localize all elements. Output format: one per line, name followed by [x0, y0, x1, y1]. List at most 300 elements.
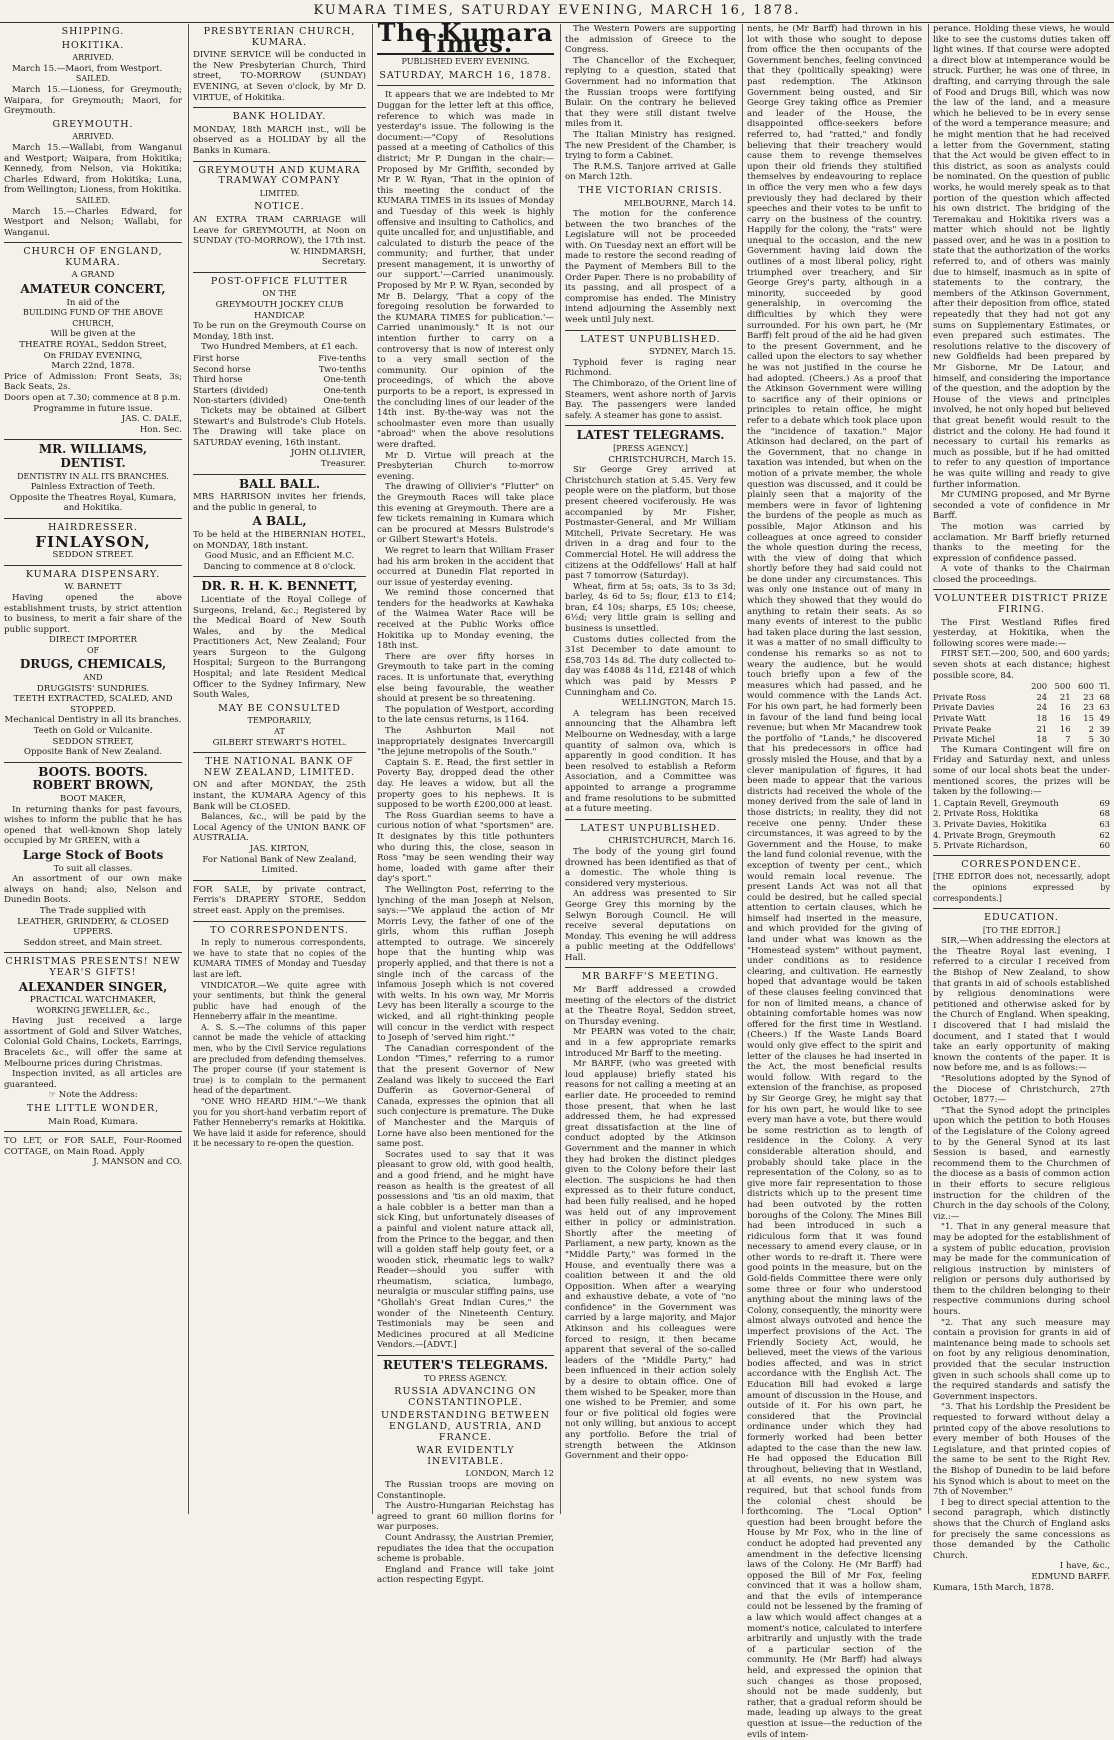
- news-paragraph: Socrates used to say that it was pleasant to grow old, with good health, and a good friend, and he might have reason as health is the greatest of all possessions and 'tis an old maxim, that a hale cobbler is a better man than a sick King, but unfortunately diseases of a painful and violent nature attack all, from the Prince to the beggar, and then will a golden staff help gouty feet, or a wooden stick, rheumatic legs to walk? Reader—should you suffer with rheumatism, sciatica, lumbago, neuralgia or muscular stiffing pains, use "Ghollah's Great Indian Cures," the wonder of the Nineteenth Century. Testimonials may be seen and Medicines procured at all Medicine Vendors.—[ADVT.]: [377, 1149, 554, 1351]
- table-row: [933, 819, 1110, 830]
- ad-body: To be run on the Greymouth Course on Monday, 18th inst.: [193, 321, 366, 342]
- issue-date: SATURDAY, MARCH 16, 1878.: [379, 69, 552, 81]
- flutter-ad: [193, 277, 366, 470]
- table-row: [193, 395, 366, 406]
- shipping-title: SHIPPING.: [61, 26, 125, 37]
- to-let-ad: [4, 1136, 182, 1168]
- ad-line: GILBERT STEWART'S HOTEL.: [212, 737, 347, 748]
- ad-line: Two Hundred Members, at £1 each.: [200, 342, 359, 353]
- divider: [377, 1355, 554, 1356]
- ad-body: DIVINE SERVICE will be conducted in the New Presbyterian Church, Third street, TO-MORROW (SUNDAY) EVENING, at Seven o'clock, by Mr D. VIRTUE, of Hokitika.: [193, 50, 366, 103]
- ad-line: To suit all classes.: [53, 863, 133, 874]
- ad-line: THEATRE ROYAL, Seddon Street,: [19, 340, 167, 351]
- report-paragraph: FIRST SET.—200, 500, and 600 yards; seven shots at each distance; highest possible score, 84.: [933, 649, 1110, 681]
- ad-line: An assortment of our own make always on hand; also, Nelson and Dunedin Boots.: [4, 874, 182, 906]
- news-paragraph: The population of Westport, according to the late census returns, is 1164.: [377, 704, 554, 726]
- ad-line: LIMITED.: [259, 188, 300, 198]
- divider: [933, 589, 1110, 590]
- ad-line: PRACTICAL WATCHMAKER,: [29, 995, 157, 1006]
- ad-line: Price of Admission: Front Seats, 3s; Back Seats, 2s.: [4, 371, 182, 393]
- table-cell: 63: [1099, 702, 1110, 713]
- letter-closing: I have, &c.,: [1059, 1561, 1110, 1572]
- ad-body: Licentiate of the Royal College of Surgeons, Ireland, &c.; Registered by the Medical Board of New South Wales, and by the Medical Practitioners Act, New Zealand; Four years Surgeon to the Gulgong Hospital; Surgeon to the Burrangong Hospital; and late Resident Medical Officer to the Sydney Infirmary, New South Wales,: [193, 594, 366, 701]
- for-sale-ad: [193, 885, 366, 917]
- signature-title: Treasurer.: [320, 458, 366, 469]
- telegram-paragraph: The motion for the conference between the two branches of the Legislature will not be proceeded with. On Tuesday next an effort will be made to restore the second reading of the Payment of Members Bill to the Order Paper. There is no probability of its passing, and all prospect of a compromise has ended. The Ministry intend adjourning the Assembly next week until July next.: [565, 209, 736, 326]
- boots-title: BOOTS. BOOTS.: [38, 764, 148, 779]
- ad-line: Will be given at the: [50, 329, 136, 340]
- signature-title: For National Bank of New Zealand, Limited.: [202, 854, 357, 876]
- ad-line: Main Road, Kumara.: [48, 1116, 138, 1127]
- presbyterian-ad: [193, 27, 366, 103]
- sailed-label: SAILED.: [75, 74, 111, 84]
- paragraph: VINDICATOR.—We quite agree with your sentiments, but think the general public have had enough of the Henneberry affair in the meantime.: [193, 980, 366, 1022]
- church-title: CHURCH OF ENGLAND, KUMARA.: [23, 246, 163, 268]
- ad-body: Balances, &c., will be paid by the Local Agency of the UNION BANK OF AUSTRALIA.: [193, 812, 366, 844]
- sailing-entry: March 15.—Lioness, for Greymouth; Waipara, for Greymouth; Maori, for Greymouth.: [4, 84, 182, 117]
- boots-large-stock: Large Stock of Boots: [22, 847, 164, 862]
- ad-line: SEDDON STREET.: [52, 550, 134, 561]
- section-heading: VOLUNTEER DISTRICT PRIZE FIRING.: [934, 593, 1109, 616]
- ad-body: TO LET, or FOR SALE, Four-Roomed COTTAGE, on Main Road. Apply: [4, 1136, 182, 1157]
- table-row: [933, 692, 1110, 703]
- section-heading: THE VICTORIAN CRISIS.: [578, 184, 723, 196]
- ad-line: TEMPORARILY,: [247, 716, 312, 726]
- ball-ad: [193, 476, 366, 573]
- telegram-paragraph: The Chimborazo, of the Orient line of Steamers, went ashore north of Jarvis Bay. The passengers were landed safely. A steamer has gone to assist.: [565, 379, 736, 421]
- ad-body: MRS HARRISON invites her friends, and the public in general, to: [193, 492, 366, 513]
- table-cell: 7: [1065, 734, 1071, 745]
- correspondents-section: [193, 926, 366, 1150]
- telegram-headline: UNDERSTANDING BETWEEN ENGLAND, AUSTRIA, AND FRANCE.: [380, 1410, 550, 1443]
- table-cell: 16: [1059, 702, 1071, 713]
- newspaper-title: The Kumara Times.: [377, 18, 554, 58]
- ad-line: Painless Extraction of Teeth.: [30, 482, 156, 493]
- masthead: KUMARA TIMES, SATURDAY EVENING, MARCH 16, 1878.: [0, 0, 1114, 23]
- telegram-paragraph: Wheat, firm at 5s; oats, 3s to 3s 3d; barley, 4s 6d to 5s; flour, £13 to £14; bran, £4 10s; sharps, £5 10s; cheese, 6½d; very little grain is selling and business is unsettled.: [565, 581, 736, 635]
- news-paragraph: The drawing of Ollivier's "Flutter" on the Greymouth Races will take place this evening at Greymouth. There are a few tickets remaining in Kumara which can be procured at Messrs Bulstrode's or Gilbert Stewart's Hotels.: [377, 482, 554, 546]
- prize-share: One-tenth: [323, 395, 366, 406]
- ad-line: Seddon street, and Main street.: [23, 937, 163, 948]
- dentist-ad: [4, 444, 182, 514]
- column-5: [742, 24, 926, 1740]
- table-cell: 62: [1099, 829, 1110, 840]
- divider: [193, 576, 366, 577]
- dentist-title: DENTIST.: [60, 455, 126, 470]
- table-cell: 23: [1083, 702, 1094, 713]
- telegram-paragraph: The body of the young girl found drowned has been identified as that of a domestic. The whole thing is considered very mysterious.: [565, 846, 736, 889]
- dateline: CHRISTCHURCH, March 16.: [608, 836, 736, 847]
- table-cell: 16: [1059, 713, 1071, 723]
- table-header-cell: 500: [1054, 681, 1071, 692]
- table-row: [193, 385, 366, 396]
- ad-line: Mechanical Dentistry in all its branches. Teeth on Gold or Vulcanite.: [4, 715, 182, 737]
- letter-paragraph: "3. That his Lordship the President be requested to forward without delay a printed copy of the above resolutions to every member of both Houses of the Legislature, and that printed copies of the same to be sent to the Right Rev. the Bishop of Dunedin to be laid before his Synod which is about to meet on the 7th of November.": [933, 1402, 1110, 1498]
- table-cell: 2: [1088, 723, 1094, 734]
- table-cell: 24: [1036, 702, 1048, 713]
- telegram-paragraph: Typhoid fever is raging near Richmond.: [565, 357, 736, 379]
- telegram-paragraph: An address was presented to Sir George Grey this morning by the Selwyn Borough Council. He will receive several deputations on Monday. This evening he will address a public meeting at the Oddfellows' Hall.: [565, 889, 736, 963]
- report-paragraph: Mr BARFF, (who was greeted with loud applause) briefly stated his reasons for not calling a meeting at an earlier date. He proceeded to remind those present, that when he last addressed them, he had expressed great dissatisfaction at the line of conduct adopted by the Atkinson Government and the manner in which they had broken the distinct pledges given to the Colony before their last election. The suspicions he had then expressed as to their future conduct, had been fully realised, and he hoped was held out of any improvement either in policy or administration. Shortly after the meeting of Parliament, a new party, known as the "Middle Party," was formed in the House, and eventually there was a coalition between it and the old Opposition. When after a wearying and exhaustive debate, a vote of "no confidence" in the Government was carried by a large majority, and Major Atkinson and his colleagues were forced to resign, it then became apparent that several of the so-called leaders of the "Middle Party," had been influenced in their action solely by a desire to obtain office. One of them wished to be Speaker, more than one wished to be Premier, and some four or five political old fogies were not only willing, but anxious to accept any portfolio. Before the trial of strength between the Atkinson Government and their oppo-: [565, 1059, 736, 1462]
- table-cell: 2. Private Ross, Hokitika: [933, 808, 1039, 819]
- table-header-cell: 200: [1031, 681, 1048, 692]
- prize-label: Third horse: [193, 374, 243, 385]
- ad-body: ON and after MONDAY, the 25th instant, the KUMARA Agency of this Bank will be CLOSED.: [193, 780, 366, 812]
- divider: [4, 565, 182, 566]
- telegram-headline: RUSSIA ADVANCING ON CONSTANTINOPLE.: [394, 1386, 537, 1408]
- dateline: CHRISTCHURCH, March 15.: [608, 454, 736, 465]
- agency-note: TO PRESS AGENCY.: [424, 1373, 507, 1383]
- table-header-cell: Tl.: [1099, 681, 1110, 692]
- signature-title: Hon. Sec.: [139, 424, 182, 435]
- ad-body: Tickets may be obtained at Gilbert Stewart's and Bulstrode's Club Hotels. The Drawing will take place on SATURDAY evening, 16th instant.: [193, 406, 366, 448]
- ad-body: In returning thanks for past favours, wishes to inform the public that he has opened that well-known Shop lately occupied by Mr GREEN, with a: [4, 804, 182, 847]
- table-cell: 23: [1083, 691, 1094, 702]
- hairdresser-name: FINLAYSON,: [35, 532, 151, 551]
- divider: [193, 272, 366, 273]
- telegram-paragraph: Customs duties collected from the 31st December to date amount to £58,703 14s 8d. The duty collected to-day was £4088 4s 11d, £2148 of which which was paid by Messrs P Cunningham and Co.: [565, 634, 736, 698]
- national-bank-ad: [193, 757, 366, 876]
- ad-line: BOOT MAKER,: [60, 794, 126, 804]
- table-cell: 5: [1088, 734, 1094, 745]
- news-paragraph: Captain S. E. Read, the first settler in Poverty Bay, dropped dead the other day. He leaves a widow, but all the property goes to his nephews. It is supposed to be worth £200,000 at least.: [377, 757, 554, 811]
- table-row: [193, 374, 366, 385]
- column-1: [0, 24, 186, 1514]
- table-cell: Private Davies: [933, 702, 995, 713]
- presbyterian-title: PRESBYTERIAN CHURCH, KUMARA.: [203, 26, 356, 48]
- ad-body: MONDAY, 18th MARCH inst., will be observed as a HOLIDAY by all the Banks in Kumara.: [193, 124, 366, 156]
- table-row: [933, 734, 1110, 745]
- table-row: [933, 724, 1110, 735]
- letter-paragraph: I beg to direct special attention to the second paragraph, which distinctly shows that the Church of England asks for precisely the same concessions as those demanded by the Catholic Church.: [933, 1497, 1110, 1561]
- table-cell: 63: [1099, 818, 1110, 829]
- divider: [193, 161, 366, 162]
- watchmaker-name: ALEXANDER SINGER,: [18, 979, 168, 994]
- table-cell: 69: [1099, 797, 1110, 808]
- column-3: [372, 18, 558, 1586]
- table-cell: 60: [1099, 840, 1110, 851]
- report-paragraph: The First Westland Rifles fired yesterday, at Hokitika, when the following scores were made:—: [933, 617, 1110, 649]
- table-cell: 68: [1099, 808, 1110, 819]
- ad-line: Good Music, and an Efficient M.C.: [204, 551, 355, 562]
- report-paragraph: Mr PEARN was voted to the chair, and in a few appropriate remarks introduced Mr Barff to the meeting.: [565, 1027, 736, 1059]
- letter-addressee: [TO THE EDITOR.]: [982, 925, 1061, 935]
- divider: [565, 425, 736, 426]
- divider: [565, 819, 736, 820]
- dispensary-ad: [4, 570, 182, 758]
- paragraph: "ONE WHO HEARD HIM."—We thank you for you short-hand verbatim report of Father Henneberry's remarks at Hokitika. We have laid it aside for reference, should it be necessary to re-open the question.: [193, 1097, 366, 1149]
- table-row: [933, 808, 1110, 819]
- dispensary-title: KUMARA DISPENSARY.: [25, 568, 161, 580]
- section-heading: LATEST UNPUBLISHED.: [580, 822, 721, 834]
- report-paragraph: The motion was carried by acclamation. Mr Barff briefly returned thanks to the meeting for the expression of confidence passed.: [933, 521, 1110, 564]
- divider: [4, 518, 182, 519]
- prize-table: [193, 353, 366, 406]
- ad-body: Having opened the above establishment trusts, by strict attention to business, to merit a fair share of the public support.: [4, 592, 182, 635]
- dispensary-owner: W. BARNETT: [64, 582, 122, 593]
- report-paragraph: Mr Barff addressed a crowded meeting of the electors of the district at the Theatre Royal, Seddon street, on Thursday evening.: [565, 985, 736, 1027]
- telegram-paragraph: Count Andrassy, the Austrian Premier, repudiates the idea that the occupation scheme is probable.: [377, 1532, 554, 1565]
- dateline: LONDON, March 12: [465, 1469, 554, 1480]
- ad-line: Programme in future issue.: [33, 403, 153, 414]
- ad-line: On FRIDAY EVENING,: [43, 350, 143, 361]
- news-paragraph: The Ashburton Mail not inappropriately designates Invercargill "the jejune metropolis of the South.": [377, 726, 554, 758]
- watchmaker-ad: [4, 957, 182, 1127]
- signature: W. HINDMARSH,: [290, 246, 366, 257]
- divider: [4, 762, 182, 763]
- ad-body: To be held at the HIBERNIAN HOTEL, on MONDAY, 18th instant.: [193, 529, 366, 551]
- ad-line: Dancing to commence at 8 o'clock.: [203, 561, 356, 572]
- ad-line: BUILDING FUND OF THE ABOVE CHURCH,: [22, 308, 164, 328]
- table-cell: 24: [1036, 691, 1048, 702]
- table-cell: 49: [1099, 713, 1110, 723]
- ad-line: AT: [274, 727, 285, 737]
- ad-line: MAY BE CONSULTED: [218, 702, 341, 714]
- table-header-cell: [933, 681, 1024, 692]
- dateline: SYDNEY, March 15.: [648, 347, 736, 358]
- ad-line: WORKING JEWELLER, &c.,: [36, 1005, 150, 1015]
- prize-label: Starters (divided): [193, 384, 269, 395]
- telegram-paragraph: The Western Powers are supporting the admission of Greece to the Congress.: [565, 24, 736, 56]
- tramway-title: GREYMOUTH AND KUMARA TRAMWAY COMPANY: [198, 164, 361, 187]
- table-cell: 15: [1083, 713, 1094, 723]
- column-4: [560, 24, 740, 1514]
- ball-title: BALL BALL.: [238, 476, 320, 491]
- section-heading: MR BARFF'S MEETING.: [581, 971, 720, 983]
- greymouth-heading: GREYMOUTH.: [52, 118, 134, 130]
- news-paragraph: There are over fifty horses in Greymouth to take part in the coming races. It is unfortunate that, everything else being favourable, the weather should at present be so threatening.: [377, 651, 554, 705]
- table-cell: Private Watt: [933, 713, 986, 723]
- arrived-label: ARRIVED.: [72, 53, 114, 63]
- dentist-name: MR. WILLIAMS,: [38, 442, 148, 457]
- report-paragraph: Mr CUMING proposed, and Mr Byrne seconded a vote of confidence in Mr Barff.: [933, 490, 1110, 522]
- ball-heading: A BALL,: [252, 514, 307, 529]
- divider: [4, 242, 182, 243]
- ad-line: TEETH EXTRACTED, SCALED, AND STOPPED.: [13, 694, 173, 715]
- telegram-paragraph: England and France will take joint action respecting Egypt.: [377, 1564, 554, 1586]
- divider: [565, 330, 736, 331]
- bank-title: THE NATIONAL BANK OF NEW ZEALAND, LIMITED.: [203, 756, 356, 778]
- scores-table: [933, 681, 1110, 745]
- dateline: MELBOURNE, March 14.: [623, 198, 736, 209]
- hairdresser-ad: [4, 523, 182, 561]
- table-row: [933, 713, 1110, 724]
- shipping-section: [4, 27, 182, 238]
- ad-line: DENTISTRY IN ALL ITS BRANCHES.: [17, 471, 169, 481]
- ad-line: OF: [86, 645, 100, 655]
- ad-line: In aid of the: [66, 297, 120, 308]
- table-cell: 18: [1036, 713, 1048, 723]
- ad-line: DRUGGISTS' SUNDRIES.: [36, 683, 150, 694]
- signature: JOHN OLLIVIER,: [290, 448, 366, 459]
- divider: [4, 952, 182, 953]
- editor-disclaimer: [THE EDITOR does not, necessarily, adopt the opinions expressed by correspondents.]: [933, 872, 1110, 903]
- ad-line: The Trade supplied with: [39, 905, 147, 916]
- hairdresser-title: HAIRDRESSER.: [48, 521, 138, 533]
- bank-holiday-ad: [193, 112, 366, 156]
- address-note: Note the Address:: [58, 1090, 138, 1101]
- telegram-paragraph: The Italian Ministry has resigned. The new President of the Chamber, is trying to form a Cabinet.: [565, 129, 736, 162]
- prize-share: Five-tenths: [318, 353, 366, 364]
- drugs-heading: DRUGS, CHEMICALS,: [19, 657, 167, 672]
- ad-body: Having just received a large assortment of Gold and Silver Watches, Colonial Gold Chains, Lockets, Earrings, Bracelets &c., will offer the same at Melbourne prices during Christmas.: [4, 1016, 182, 1069]
- telegram-paragraph: A telegram has been received announcing that the Alhambra left Melbourne on Wednesday, with a large quantity of salmon ova, which is apparently in good condition. It has been resolved to establish a Reform Association, and a Committee was appointed to arrange a programme and frame resolutions to be submitted at a future meeting.: [565, 708, 736, 815]
- paragraph: In reply to numerous correspondents, we have to state that no copies of the KUMARA TIMES of Monday and Tuesday last are left.: [193, 938, 366, 979]
- ad-line: A GRAND: [71, 270, 115, 281]
- prize-label: Non-starters (divided): [193, 395, 288, 406]
- divider: [193, 474, 366, 475]
- report-paragraph: A vote of thanks to the Chairman closed the proceedings.: [933, 564, 1110, 585]
- table-row: [933, 840, 1110, 851]
- section-heading: LATEST UNPUBLISHED.: [580, 333, 721, 345]
- divider: [565, 967, 736, 968]
- letter-signature: EDMUND BARFF.: [1031, 1571, 1110, 1582]
- ad-line: Opposite the Theatres Royal, Kumara, and Hokitika.: [9, 492, 177, 514]
- publication-note: PUBLISHED EVERY EVENING.: [401, 57, 530, 67]
- telegram-paragraph: Sir George Grey arrived at Christchurch station at 5.45. Very few people were on the platform, but those present cheered vociferously. He was accompanied by Mr Fisher, Postmaster-General, and Mr William Mitchell, Private Secretary. He was driven in a drag and four to the Commercial Hotel. He will address the citizens at the Oddfellows' Hall at half past 7 tomorrow (Saturday).: [565, 465, 736, 582]
- church-concert-ad: [4, 247, 182, 435]
- table-row: [193, 364, 366, 375]
- table-row: [933, 702, 1110, 713]
- table-row: [933, 830, 1110, 841]
- table-cell: Private Peake: [933, 723, 992, 734]
- divider: [193, 880, 366, 881]
- ad-line: AND: [83, 673, 103, 683]
- ad-line: Doors open at 7.30; commence at 8 p.m.: [4, 393, 181, 403]
- divider: [4, 439, 182, 440]
- sailed-label: SAILED.: [75, 195, 111, 205]
- reuters-heading: REUTER'S TELEGRAMS.: [382, 1358, 549, 1373]
- divider: [4, 1131, 182, 1132]
- flutter-title: POST-OFFICE FLUTTER: [210, 275, 349, 287]
- agency-note: [PRESS AGENCY.]: [613, 443, 688, 453]
- ad-line: Opposite Bank of New Zealand.: [23, 747, 163, 758]
- letter-paragraph: "That the Synod adopt the principles upon which the petition to both Houses of the Legislature of the Colony agreed to by the General Synod at its last Session is based, and earnestly recommend them to the Churchmen of the diocese as a basis of common action in their efforts to secure religious instruction for the children of the Church in the day schools of the Colony, viz.:—: [933, 1105, 1110, 1222]
- telegram-paragraph: The Austro-Hungarian Reichstag has agreed to grant 60 million florins for war purposes.: [377, 1501, 554, 1533]
- table-cell: 30: [1099, 734, 1110, 745]
- bank-holiday-title: BANK HOLIDAY.: [232, 111, 327, 123]
- telegram-paragraph: The Russian troops are moving on Constantinople.: [377, 1479, 554, 1501]
- bennett-title: DR. R. H. K. BENNETT,: [201, 579, 358, 594]
- table-cell: 1. Captain Revell, Greymouth: [933, 797, 1059, 808]
- ad-line: ON THE: [262, 289, 297, 299]
- table-header-cell: 600: [1077, 681, 1094, 692]
- table-cell: 21: [1059, 691, 1071, 702]
- letter-place-date: Kumara, 15th March, 1878.: [933, 1582, 1054, 1593]
- page-columns: [0, 18, 1114, 1740]
- table-header-row: [933, 681, 1110, 692]
- prize-share: One-tenth: [323, 374, 366, 385]
- telegram-paragraph: The Chancellor of the Exchequer, replying to a question, stated that Government had no information that the Russian troops were fortifying Bulair. On the contrary he believed that they were still distant twelve miles from it.: [565, 55, 736, 130]
- divider: [933, 908, 1110, 909]
- news-paragraph: We regret to learn that William Fraser had his arm broken in the accident that occurred at Dunedin Flat reported in our issue of yesterday evening.: [377, 545, 554, 588]
- arrived-label: ARRIVED.: [72, 132, 114, 142]
- ad-line: March 22nd, 1878.: [51, 361, 135, 372]
- divider: [193, 107, 366, 108]
- ad-line: LEATHER, GRINDERY, & CLOSED UPPERS.: [17, 916, 169, 938]
- table-row: [933, 798, 1110, 809]
- divider: [193, 752, 366, 753]
- letter-paragraph: SIR,—When addressing the electors at the Theatre Royal last evening, I referred to a circular I received from the Bishop of New Zealand, to show that grants in aid of schools established by religious denominations were petitioned and otherwise asked for by the Church of England. When speaking, I discovered that I had mislaid the document, and I stated that I would take an early opportunity of making known the contents of the paper. It is now before me, and is as follows:—: [933, 936, 1110, 1074]
- section-heading: CORRESPONDENCE.: [961, 858, 1082, 870]
- divider: [193, 921, 366, 922]
- table-cell: 68: [1099, 691, 1110, 702]
- letter-paragraph: "Resolutions adopted by the Synod of the Diocese of Christchurch, 27th October, 1877:—: [933, 1074, 1110, 1106]
- sailing-entry: March 15.—Charles Edward, for Westport and Nelson; Wallabi, for Wanganui.: [4, 206, 182, 238]
- signature: JAS. KIRTON,: [249, 843, 310, 854]
- christmas-title: CHRISTMAS PRESENTS! NEW YEAR'S GIFTS!: [5, 956, 181, 978]
- ad-line: SEDDON STREET,: [52, 736, 134, 747]
- ad-line: Inspection invited, as all articles are guaranteed.: [4, 1069, 182, 1090]
- ad-line: GREYMOUTH JOCKEY CLUB HANDICAP.: [215, 300, 344, 321]
- news-paragraph: The Canadian correspondent of the London "Times," referring to a rumor that the present Governor of New Zealand was likely to succeed the Earl Dufferin as Governor-General of Canada, expresses the opinion that all such conjecture is premature. The Duke of Manchester and the Marquis of Lorne have also been mentioned for the same post.: [377, 1043, 554, 1150]
- letter-paragraph: "2. That any such measure may contain a provision for grants in aid of maintenance being made to schools set on foot by any religious denomination, provided that the secular instruction given in such schools shall come up to the required standards and satisfy the Government inspectors.: [933, 1317, 1110, 1402]
- ranking-table: [933, 798, 1110, 851]
- news-paragraph: We remind those concerned that tenders for the headworks at Kawhaka of the Waimea Water Race will be received at the Public Works office Hokitika up to Monday evening, the 18th inst.: [377, 588, 554, 652]
- dateline: WELLINGTON, March 15.: [621, 698, 736, 709]
- ad-body: AN EXTRA TRAM CARRIAGE will Leave for GREYMOUTH, at Noon on SUNDAY (TO-MORROW), the 17th inst.: [193, 214, 366, 247]
- column-2: [188, 24, 370, 1514]
- signature: JAS. C. DALE,: [121, 414, 182, 425]
- ad-line: DIRECT IMPORTER: [49, 635, 137, 646]
- section-heading: LATEST TELEGRAMS.: [576, 428, 725, 443]
- arrival-entry: March 15.—Maori, from Westport.: [12, 63, 163, 74]
- tramway-ad: [193, 166, 366, 268]
- table-cell: Private Michel: [933, 734, 995, 745]
- telegram-paragraph: The R.M.S. Tanjore arrived at Galle on March 12th.: [565, 161, 736, 183]
- report-paragraph: perance. Holding these views, he would like to see the customs duties taken off light wines. If that course were adopted a direct blow at intemperance would be struck. Further, he was one of three, in drafting, and carrying through the sale of Food and Drugs Bill, which was now the law of the land, and a measure which he believed to be in every sense of the word a temperance measure; and he might mention that he had received a letter from the Government, stating that the Act would be given effect to in this district, as soon as analysts could be nominated. On the question of public works, he would merely speak as to that portion of the question which affected his own district. The bridging of the Teremakau and Hokitika rivers was a matter which should not be lightly passed over, and he was in a position to state that the authorization of the works referred to, and of others was mainly due to himself, inasmuch as in spite of statements to the contrary, the members of the Atkinson Government, after their deposition from office, stated repeatedly that they had not got any sums on Supplementary Estimates, or even prepared such estimates. The resolutions relative to the discovery of new Goldfields had been prepared by Mr Gisborne, Mr De Latour, and himself, and considering the importance of the question, and the adoption by the House of the views and principles involved, he not only hoped but believed that great benefit would result to the district and the colony. He had found it necessary to curtail his remarks as much as possible, but if he had omitted to refer to any question of importance he was quite willing and ready to give further information.: [933, 24, 1110, 490]
- table-cell: 39: [1099, 723, 1110, 734]
- table-cell: 4. Private Brogn, Greymouth: [933, 829, 1056, 840]
- divider: [933, 855, 1110, 856]
- news-paragraph: The Ross Guardian seems to have a curious notion of what "sportsmen" are. It designates by this title pothunters who during this, the close, season in Ross "may be seen wending their way home, loaded with game after their day's sport.": [377, 810, 554, 885]
- boots-ad: [4, 764, 182, 949]
- correspondents-title: TO CORRESPONDENTS.: [210, 924, 349, 936]
- news-paragraph: The Wellington Post, referring to the lynching of the man Joseph at Nelson, says:—"We applaud the action of Mr Morris Levy, the father of one of the girls, whom this ruffian Joseph attempted to outrage. We sincerely hope that the hunting whip was properly applied, and that there is not a single inch of the carcass of the infamous Joseph which is not covered with welts. In his own way, Mr Morris Levy has been literally a scourge to the wicked, and all right-thinking people will concur in the verdict with respect to Joseph of 'served him right.'": [377, 884, 554, 1044]
- ad-body: FOR SALE, by private contract, Ferris's DRAPERY STORE, Seddon street east. Apply on the premises.: [193, 884, 366, 916]
- letter-paragraph: "1. That in any general measure that may be adopted for the establishment of a system of public education, provision may be made for the communication of religious instruction by ministers of religion or persons duly authorised by them to the children belonging to their respective communions during school hours.: [933, 1222, 1110, 1318]
- table-row: [193, 353, 366, 364]
- prize-label: First horse: [193, 353, 240, 364]
- report-paragraph: nents, he (Mr Barff) had thrown in his lot with those who sought to depose from office the then occupants of the Government benches, feeling convinced that they (politically speaking) were past redemption. The Atkinson Government being ousted, and Sir George Grey taking office as Premier and leader of the House, the disappointed office-seekers before referred to, had "ratted," and fondly believing that their treachery would cause them to revenge themselves upon their old friends they stultified themselves by endeavouring to replace in office the very men who a few days previously they had declared by their speeches and their votes to be unfit to carry on the business of the country. Happily for the colony, the "rats" were unequal to the occasion, and the new Government having laid down the outlines of a most liberal policy, right triumphed over treachery, and Sir George Grey's party, although in a minority, succeeded by good generalship, in overcoming the difficulties by which they were surrounded. For his own part, he (Mr Barff) felt proud of the aid he had given to the present Government, and he called upon the electors to say whether he was not justified in the course he had adopted. (Cheers.) As a proof that the Atkinson Government were willing to sacrifice any of their opinions or principles to retain office, he might refer to a debate which took place upon the "incidence of taxation." Major Atkinson had declared, on the part of the Government, that no change in taxation was intended, but when on the motion of a private member, the whole question was discussed, and it could be plainly seen that a majority of the members were in favor of lightening the burdens of the people as much as possible, Major Atkinson and his colleagues at once agreed to consider the whole question during the recess, with the view of doing that which shortly before they had said could not be done under any circumstances. This was only one instance out of many in which they showed that they would do anything to retain their seats. As so many events of interest to the public had taken place during the last session, it was a matter of no small difficulty to condense his remarks so as not to weary the audience, but he would touch briefly upon a few of the measures which had passed, and he would commence with the Lands Act. For his own part, he had formerly been in favour of the land fund being local revenue; but when Mr Macandrew took the portfolio of "Lands," he discovered that his predecessors in office had grossly misled the House, and that by a clever manipulation of figures, it had been made to appear that the various districts had received the whole of the money derived from the sale of land in those districts; in reality, they did not receive one penny. Under these circumstances, it was agreed to by the Government and the House, to make the land fund colonial revenue, with the exception of twenty per cent., which would remain local revenue. The present Lands Act was not all that could be desired, but he called special attention to certain clauses, which he himself had inserted in the measure, and which provided for the giving of land under what was known as the "Homestead system" without payment, under conditions as to residence clearing, and cultivation. He earnestly hoped that advantage would be taken of these clauses feeling convinced that for non of limited means, a chance of obtaining comfortable homes was now offered for the first time in Westland. (Cheers.) If the Waste Lands Board would only give effect to the spirit and letter of the clauses he had inserted in the Act, the most beneficial results would follow. With regard to the extension of the franchise, as proposed by Sir George Grey, he might say that for his own part, he would like to see every man have a vote, but there would be some restriction as to length of residence in the Colony. A very considerable alteration should, and probably should take place in the representation of the Colony, so as to give more fair representation to those districts which up to the present time had been outvoted by the rotten boroughs of the Colony. The Mines Bill had been introduced in such a ridiculous form that it was found necessary to amend every clause, or in other words to re-draft it. There were good points in the measure, but on the Gold-fields Committee there were only some three or four who understood anything about the mining laws of the Colony, consequently, the minority were almost always outvoted and hence the imperfect provisions of the Act. The Friendly Society Act, would, he believed, meet the views of the various bodies affected, and was in strict accordance with the English Act. The Education Bill had evoked a large amount of discussion in the House, and outside of it. For his own part, he considered that the Provincial ordinance under which they had formerly worked had been better adapted to the case than the new law. He had opposed the Education Bill throughout, believing that in Westland, at all events, no new system was required, but that school funds from the colonial chest should be forthcoming. The "Local Option" question had been brought before the House by Mr Fox, who in the line of conduct he adopted had prevented any amendment in the defective licensing laws of the Colony. He (Mr Barff) had opposed the Bill of Mr Fox, feeling convinced that it was a hollow sham, and that the evils of intemperance could not be lessened by the framing of a law which would affect changes at a moment's notice, calculated to interfere arbitrarily and unjustly with the trade of a particular section of the community. He (Mr Barff) had always held, and expressed the opinion that such changes as those proposed, should not be made suddenly, but rather, that a gradual reform should be made, leading up always to the great question at issue—the reduction of the evils of intem-: [747, 24, 922, 1740]
- table-cell: 3. Private Davies, Hokitika: [933, 818, 1047, 829]
- column-6: [928, 24, 1114, 1593]
- editorial-paragraph: It appears that we are indebted to Mr Duggan for the letter left at this office, reference to which was made in yesterday's issue. The following is the document:—"Copy of Resolutions passed at a meeting of Catholics of this district; Mr P. Dungan in the chair:—Proposed by Mr Griffith, seconded by Mr P. W. Ryan, 'That in the opinion of this meeting the conduct of the KUMARA TIMES in its issues of Monday and Tuesday of this week is highly offensive and insulting to Catholics, and quite uncalled for, and unjustifiable, and calculated to disturb the peace of the community; and further, that under present management, it is unworthy of our support.'—Carried unanimously. Proposed by Mr P. W. Ryan, seconded by Mr B. Delargy, 'That a copy of the foregoing resolution be forwarded to the KUMARA TIMES for publication.'—Carried unanimously." It is not our intention further to carry on a controversy that is now of interest only to a very small section of the community. Our opinion of the proceedings, of which the above purports to be a report, is expressed in the concluding lines of our leader of the 14th inst. By-the-way was not the schoolmaster even more than usually "abroad" when the above resolutions were drafted.: [377, 90, 554, 450]
- ad-line: [4, 1090, 182, 1101]
- notice-heading: NOTICE.: [254, 201, 305, 213]
- signature-title: Secretary.: [321, 257, 366, 268]
- prize-share: Two-tenths: [318, 363, 366, 374]
- paragraph: A. S. S.—The columns of this paper cannot be made the vehicle of attacking men, who by the Civil Service regulations are precluded from defending themselves. The proper course (if your statement is true) is to complain to the permanent head of the department.: [193, 1022, 366, 1096]
- prize-share: One-tenth: [323, 384, 366, 395]
- table-cell: 21: [1036, 723, 1048, 734]
- section-heading: EDUCATION.: [984, 912, 1059, 924]
- bennett-ad: [193, 581, 366, 748]
- table-cell: Private Ross: [933, 691, 986, 702]
- hokitika-heading: HOKITIKA.: [61, 39, 125, 51]
- concert-title: AMATEUR CONCERT,: [20, 282, 166, 297]
- telegram-headline: WAR EVIDENTLY INEVITABLE.: [416, 1445, 515, 1467]
- table-cell: 18: [1036, 734, 1048, 745]
- prize-label: Second horse: [193, 363, 251, 374]
- arrival-entry: March 15.—Wallabi, from Wanganui and Westport; Waipara, from Hokitika; Kennedy, from Nelson, via Hokitika; Charles Edward, from Hokitika; Luna, from Wellington; Lioness, from Hokitika.: [4, 142, 182, 196]
- shop-name: THE LITTLE WONDER,: [26, 1103, 160, 1115]
- table-cell: 5. Private Richardson,: [933, 840, 1028, 851]
- pointing-hand-icon: ☞: [48, 1090, 59, 1101]
- divider: [377, 85, 554, 86]
- report-paragraph: The Kumara Contingent will fire on Friday and Saturday next, and unless some of our local shots beat the under-mentioned scores, the prizes will be taken by the following:—: [933, 744, 1110, 798]
- signature: J. MANSON and CO.: [93, 1157, 182, 1168]
